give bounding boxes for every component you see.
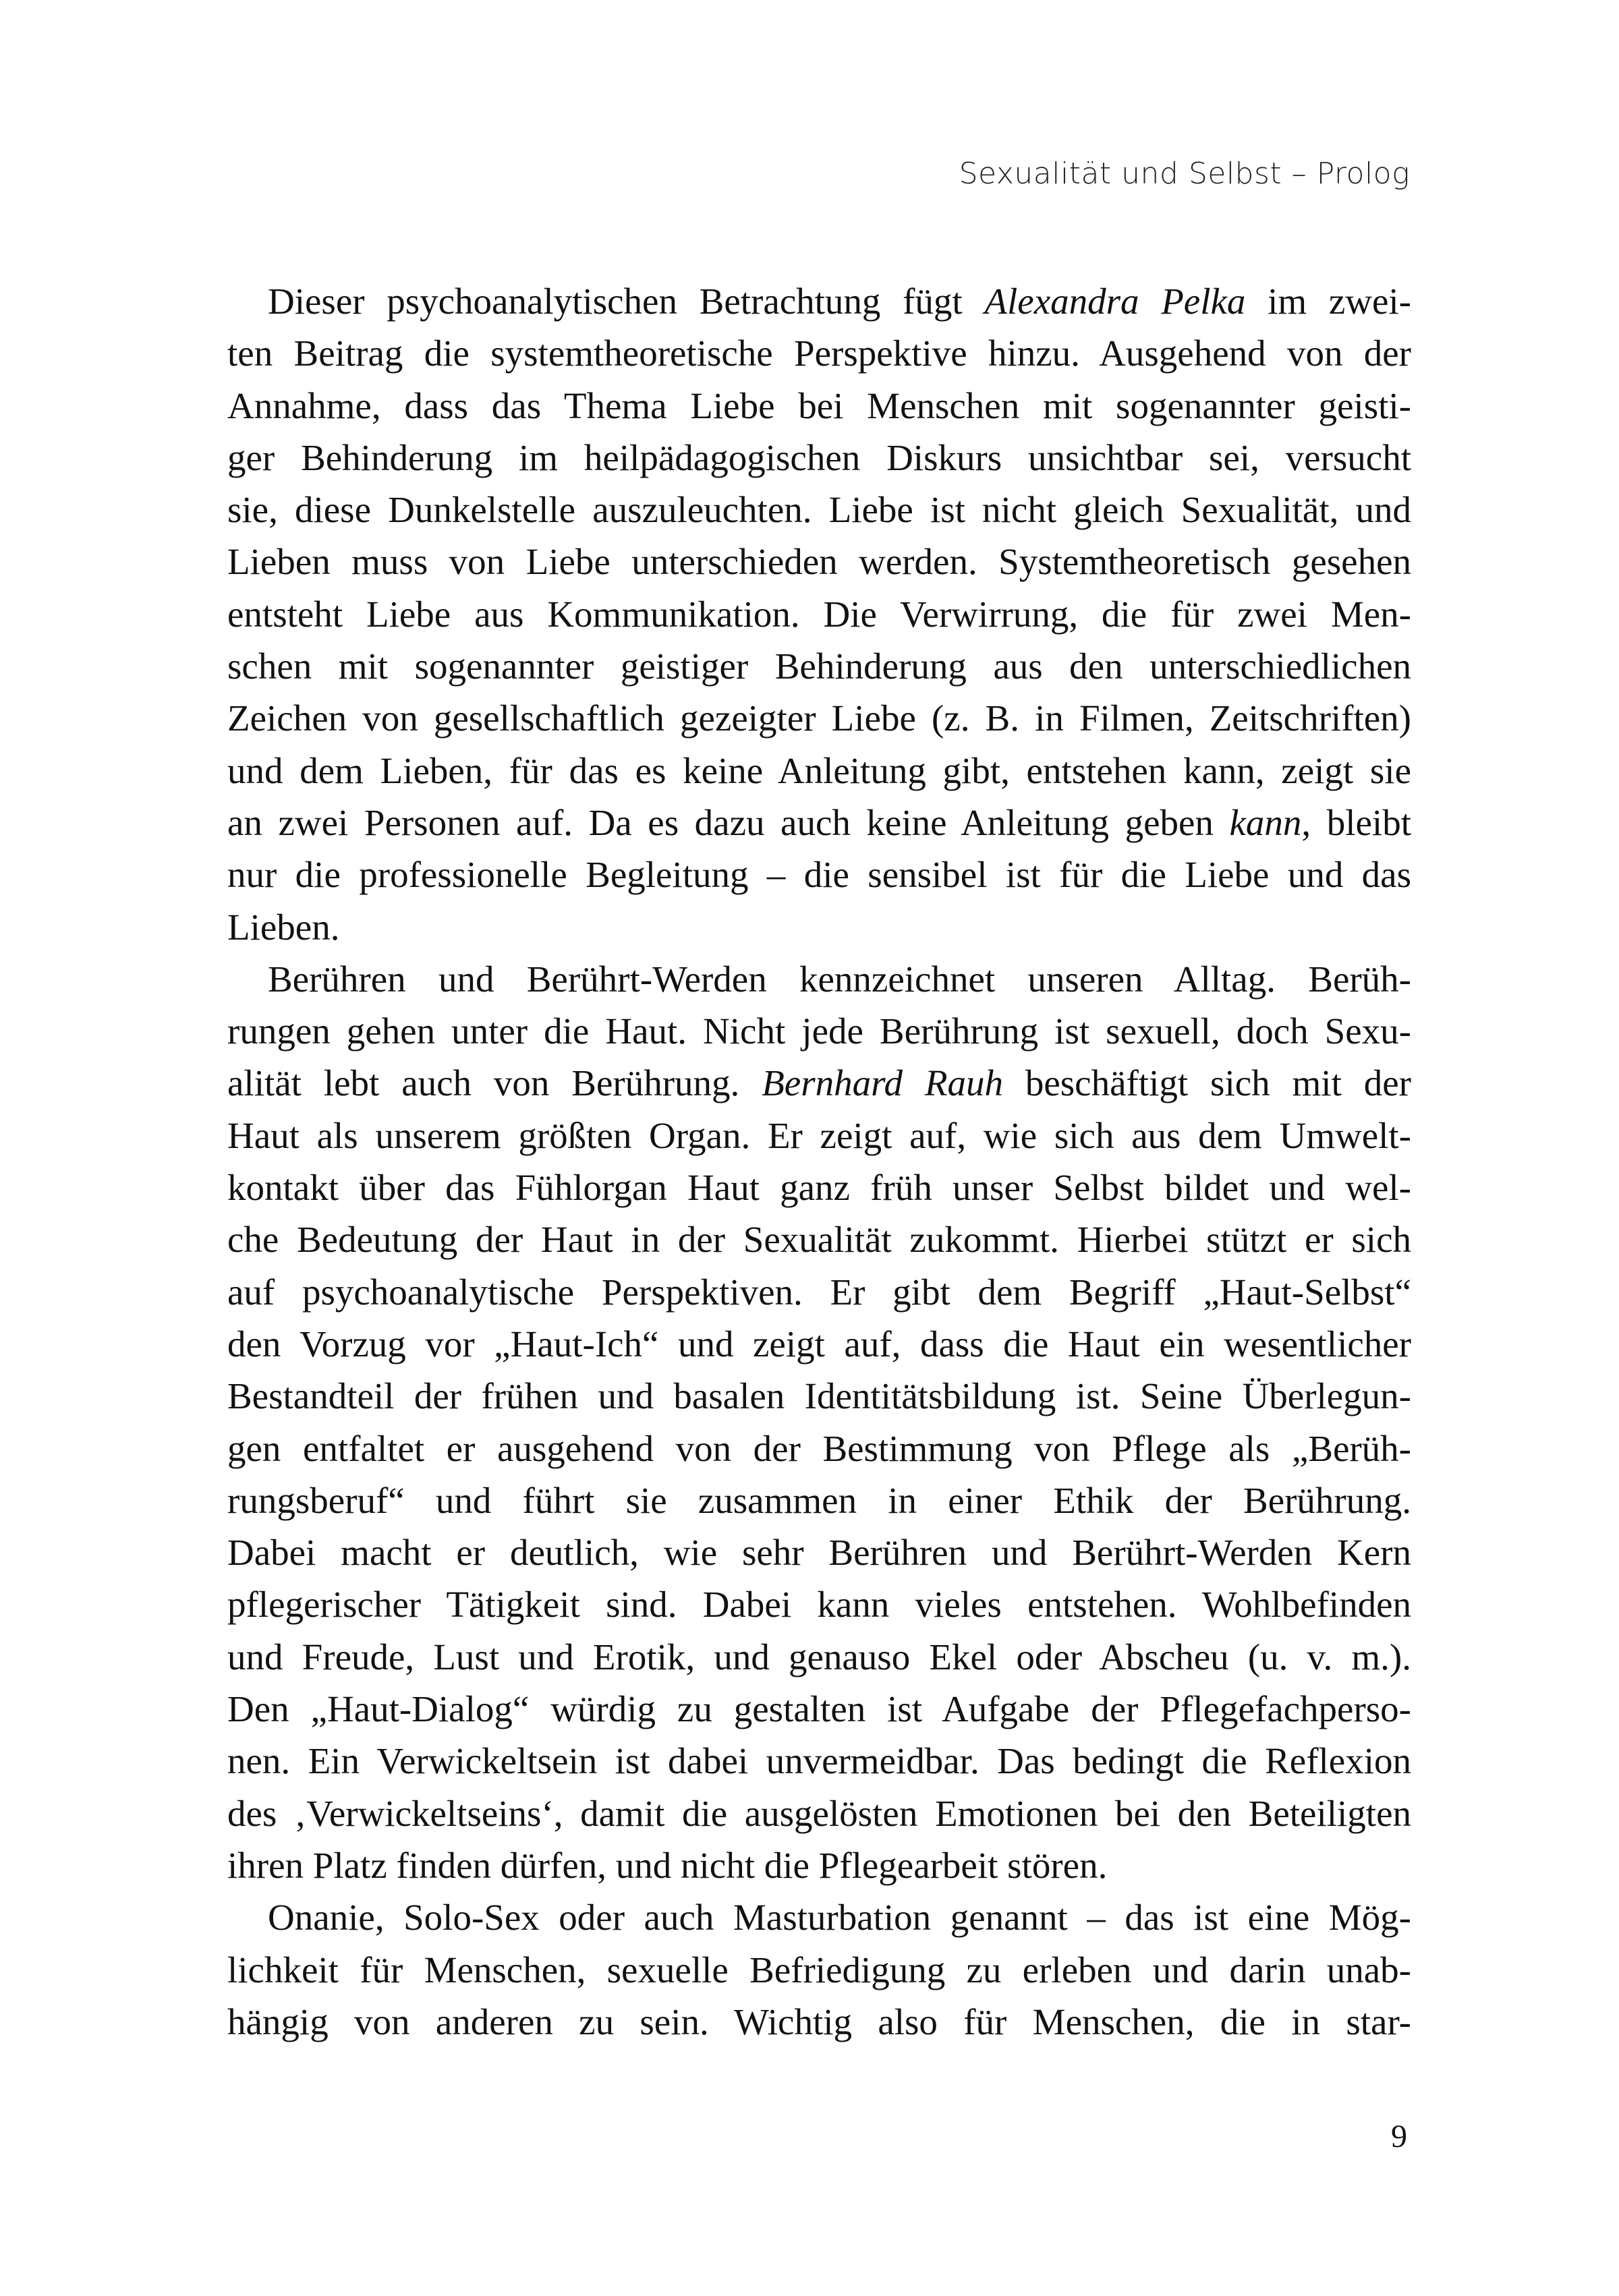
text-line (227, 1370, 1411, 1422)
italic-name: Bernhard Rauh (762, 1062, 1003, 1104)
text-run: rungsberuf“ und führt sie zusammen in einer Ethik der Berührung. (227, 1479, 1411, 1521)
text-line (227, 1266, 1411, 1318)
italic-name: kann (1229, 801, 1302, 843)
text-run: ihren Platz finden dürfen, und nicht die Pflegearbeit stören. (227, 1844, 1108, 1886)
text-run: pflegerischer Tätigkeit sind. Dabei kann vieles entstehen. Wohlbefinden (227, 1584, 1411, 1626)
text-line (227, 1944, 1411, 1996)
text-line (227, 1631, 1411, 1683)
text-run: Lieben. (227, 906, 340, 948)
text-run: che Bedeutung der Haut in der Sexualität zukommt. Hierbei stützt er sich (227, 1219, 1411, 1261)
text-run: rungen gehen unter die Haut. Nicht jede Berührung ist sexuell, doch Sexu- (227, 1010, 1411, 1052)
text-line (227, 1839, 1411, 1891)
text-line (227, 1423, 1411, 1474)
text-line (227, 275, 1411, 327)
text-run: Dabei macht er deutlich, wie sehr Berühren und Berührt-Werden Kern (227, 1532, 1411, 1574)
text-run: im zwei- (1245, 281, 1411, 322)
paragraph (227, 275, 1411, 953)
text-run: nur die professionelle Begleitung – die sensibel ist für die Liebe und das (227, 854, 1411, 896)
text-line (227, 745, 1411, 797)
text-run: und Freude, Lust und Erotik, und genauso Ekel oder Abscheu (u. v. m.). (227, 1636, 1411, 1677)
text-line (227, 432, 1411, 484)
text-run: ger Behinderung im heilpädagogischen Diskurs unsichtbar sei, versucht (227, 436, 1411, 478)
text-run: Den „Haut-Dialog“ würdig zu gestalten ist Aufgabe der Pflegefachperso- (227, 1688, 1411, 1730)
text-run: des ‚Verwickeltseins‘, damit die ausgelösten Emotionen bei den Beteiligten (227, 1792, 1411, 1834)
text-run: auf psychoanalytische Perspektiven. Er gibt dem Begriff „Haut-Selbst“ (227, 1271, 1411, 1313)
text-run: ten Beitrag die systemtheoretische Perspektive hinzu. Ausgehend von der (227, 333, 1411, 374)
text-run: Annahme, dass das Thema Liebe bei Menschen mit sogenannter geisti- (227, 384, 1411, 426)
text-line (227, 1161, 1411, 1213)
text-line (227, 1005, 1411, 1057)
text-run: nen. Ein Verwickeltsein ist dabei unvermeidbar. Das bedingt die Reflexion (227, 1740, 1411, 1782)
text-run: und dem Lieben, für das es keine Anleitung gibt, entstehen kann, zeigt sie (227, 749, 1411, 791)
text-run: Bestandteil der frühen und basalen Identitätsbildung ist. Seine Überlegun- (227, 1375, 1411, 1417)
text-run: Zeichen von gesellschaftlich gezeigter Liebe (z. B. in Filmen, Zeitschriften) (227, 697, 1411, 739)
text-line (227, 953, 1411, 1005)
text-line (227, 797, 1411, 849)
text-run: , bleibt (1301, 801, 1411, 843)
text-run: lichkeit für Menschen, sexuelle Befriedigung zu erleben und darin unab- (227, 1949, 1411, 1990)
text-run: an zwei Personen auf. Da es dazu auch keine Anleitung geben (227, 801, 1230, 843)
text-run: gen entfaltet er ausgehend von der Bestimmung von Pflege als „Berüh- (227, 1427, 1411, 1469)
text-line (227, 536, 1411, 587)
text-line (227, 380, 1411, 432)
text-run: alität lebt auch von Berührung. (227, 1062, 762, 1104)
text-run: Dieser psychoanalytischen Betrachtung fügt (268, 281, 985, 322)
paragraph (227, 1891, 1411, 2048)
text-line (227, 1996, 1411, 2048)
text-line (227, 1057, 1411, 1109)
text-run: kontakt über das Fühlorgan Haut ganz früh unser Selbst bildet und wel- (227, 1167, 1411, 1209)
text-line (227, 1735, 1411, 1787)
text-line (227, 901, 1411, 953)
italic-name: Alexandra Pelka (984, 281, 1246, 322)
text-run: sie, diese Dunkelstelle auszuleuchten. Liebe ist nicht gleich Sexualität, und (227, 489, 1411, 531)
text-line (227, 1683, 1411, 1735)
text-line (227, 1213, 1411, 1265)
text-line (227, 588, 1411, 640)
text-run: Lieben muss von Liebe unterschieden werden. Systemtheoretisch gesehen (227, 541, 1411, 583)
text-run: entsteht Liebe aus Kommunikation. Die Verwirrung, die für zwei Men- (227, 593, 1411, 635)
text-line (227, 327, 1411, 379)
text-line (227, 1110, 1411, 1161)
paragraph (227, 953, 1411, 1891)
text-run: Haut als unserem größten Organ. Er zeigt auf, wie sich aus dem Umwelt- (227, 1114, 1411, 1156)
text-run: Onanie, Solo-Sex oder auch Masturbation genannt – das ist eine Mög- (268, 1897, 1411, 1939)
page-number: 9 (1391, 2119, 1407, 2154)
text-line (227, 1891, 1411, 1943)
body-text (227, 275, 1411, 2048)
running-head: Sexualität und Selbst – Prolog (959, 156, 1410, 191)
text-run: Berühren und Berührt-Werden kennzeichnet unseren Alltag. Berüh- (268, 958, 1411, 1000)
text-run: hängig von anderen zu sein. Wichtig also für Menschen, die in star- (227, 2001, 1411, 2042)
text-line (227, 1578, 1411, 1630)
text-line (227, 640, 1411, 692)
text-line (227, 484, 1411, 536)
text-line (227, 1474, 1411, 1526)
text-line (227, 1318, 1411, 1370)
text-line (227, 1787, 1411, 1839)
text-line (227, 849, 1411, 900)
text-run: den Vorzug vor „Haut-Ich“ und zeigt auf, dass die Haut ein wesentlicher (227, 1323, 1411, 1365)
text-line (227, 692, 1411, 744)
text-line (227, 1526, 1411, 1578)
text-run: beschäftigt sich mit der (1002, 1062, 1411, 1104)
text-run: schen mit sogenannter geistiger Behinderung aus den unterschiedlichen (227, 645, 1411, 687)
